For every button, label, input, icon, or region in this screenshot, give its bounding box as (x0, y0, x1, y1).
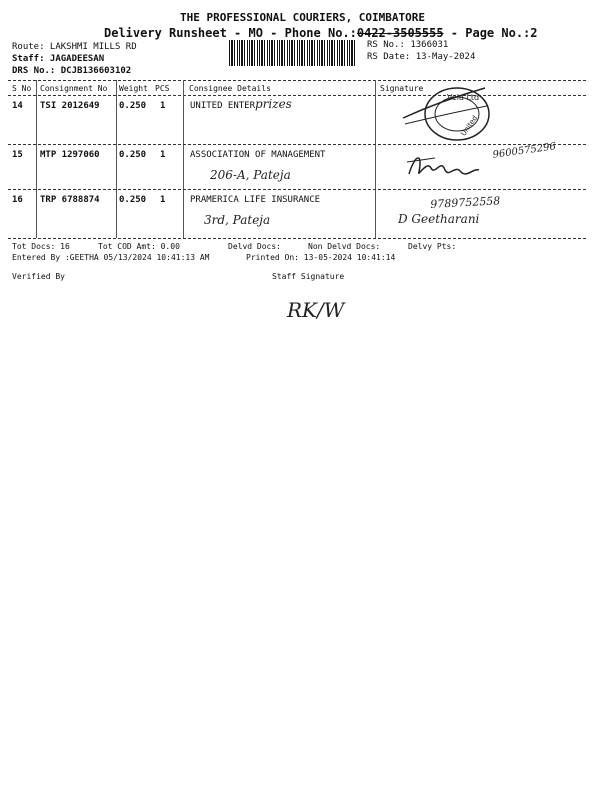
non-delivered-docs: Non Delvd Docs: (308, 242, 381, 251)
row-pcs: 1 (160, 101, 166, 111)
entered-by: Entered By :GEETHA 05/13/2024 10:41:13 AM (12, 253, 210, 262)
delivery-points: Delvy Pts: (408, 242, 457, 251)
printed-on: Printed On: 13-05-2024 10:41:14 (246, 253, 396, 262)
row-handwritten-note: 206-A, Pateja (210, 168, 291, 182)
row-handwritten-note: prizes (255, 97, 292, 111)
col-divider (116, 80, 117, 238)
signature-scribble (405, 148, 485, 184)
company-name: THE PROFESSIONAL COURIERS, COIMBATORE (180, 11, 426, 24)
col-divider (375, 80, 376, 238)
row-sno: 16 (12, 195, 23, 205)
table-header-border (8, 95, 586, 96)
barcode-image (229, 40, 357, 66)
svg-text:Vela Ltd: Vela Ltd (447, 93, 480, 102)
runsheet-title (104, 26, 538, 40)
total-docs: Tot Docs: 16 (12, 242, 70, 251)
row-signature-name: D Geetharani (398, 212, 480, 226)
row-divider (8, 144, 586, 145)
row-consignee: UNITED ENTER (190, 101, 256, 111)
rs-date: RS Date: 13-May-2024 (367, 52, 476, 62)
row-weight: 0.250 (119, 195, 147, 205)
row-phone-note: 9789752558 (430, 194, 501, 211)
row-consignment: MTP 1297060 (40, 150, 100, 160)
total-cod: Tot COD Amt: 0.00 (98, 242, 180, 251)
table-top-border (8, 80, 586, 81)
row-divider (8, 189, 586, 190)
row-consignee: ASSOCIATION OF MANAGEMENT (190, 150, 326, 160)
row-consignment: TRP 6788874 (40, 195, 100, 205)
row-pcs: 1 (160, 195, 166, 205)
row-handwritten-note: 3rd, Pateja (204, 213, 271, 227)
route-label: Route: LAKSHMI MILLS RD (12, 42, 137, 52)
row-phone-note: 9600575296 (492, 141, 557, 161)
row-sno: 15 (12, 150, 23, 160)
col-consignment: Consignment No (40, 84, 108, 93)
page-number: - Page No.:2 (443, 26, 538, 40)
staff-signature-label: Staff Signature (272, 272, 345, 281)
runsheet-title-part1: Delivery Runsheet - MO - Phone No.: (104, 26, 357, 40)
col-divider (183, 80, 184, 238)
rs-number: RS No.: 1366031 (367, 40, 449, 50)
svg-text:United: United (459, 114, 480, 138)
staff-label: Staff: JAGADEESAN (12, 54, 105, 64)
row-consignment: TSI 2012649 (40, 101, 100, 111)
staff-signature-hand: RK/W (287, 298, 345, 322)
row-weight: 0.250 (119, 101, 147, 111)
col-consignee: Consignee Details (189, 84, 271, 93)
col-divider (36, 80, 37, 238)
col-sno: S No (12, 84, 32, 93)
row-pcs: 1 (160, 150, 166, 160)
drs-number: DRS No.: DCJB136603102 (12, 66, 132, 76)
col-weight: Weight (119, 84, 148, 93)
verified-by-label: Verified By (12, 272, 65, 281)
col-pcs: PCS (155, 84, 170, 93)
company-stamp (395, 78, 495, 146)
row-consignee: PRAMERICA LIFE INSURANCE (190, 195, 321, 205)
row-sno: 14 (12, 101, 23, 111)
phone-number: 0422-3505555 (356, 26, 444, 40)
row-weight: 0.250 (119, 150, 147, 160)
col-signature: Signature (380, 84, 424, 93)
table-bottom-border (8, 238, 586, 239)
delivered-docs: Delvd Docs: (228, 242, 281, 251)
